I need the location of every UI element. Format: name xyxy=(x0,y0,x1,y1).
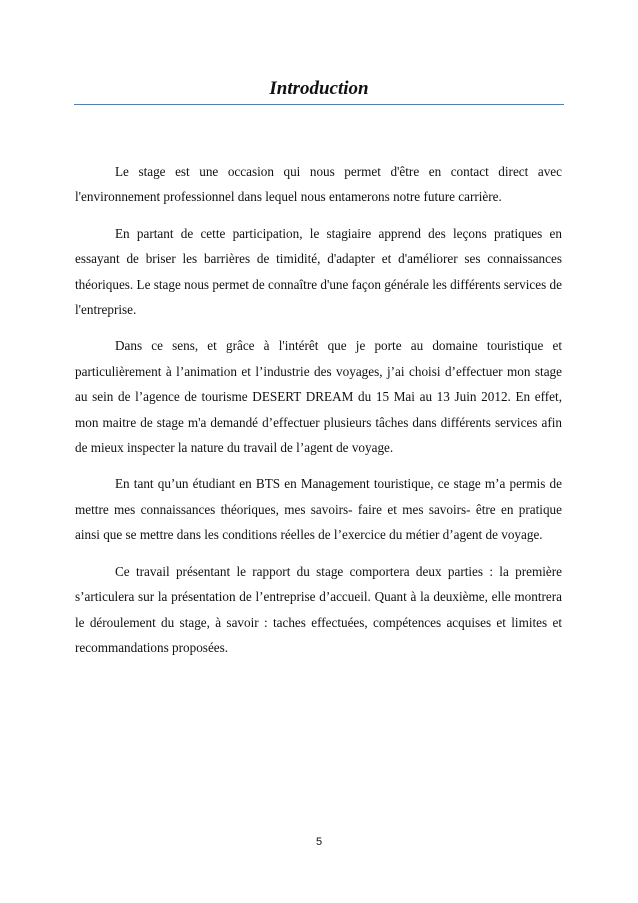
body-text xyxy=(75,159,562,671)
paragraph-4: En tant qu’un étudiant en BTS en Management touristique, ce stage m’a permis de mettre mes connaissances théoriques, mes savoirs- faire et mes savoirs- être en pratique ainsi que se mettre dans les conditions réelles de l’exercice du métier d’agent de voyage. xyxy=(75,476,562,543)
paragraph-1: Le stage est une occasion qui nous permet d'être en contact direct avec l'environnement professionnel dans lequel nous entamerons notre future carrière. xyxy=(75,164,562,205)
page-number: 5 xyxy=(315,836,323,848)
paragraph-2: En partant de cette participation, le stagiaire apprend des leçons pratiques en essayant de briser les barrières de timidité, d'adapter et d'améliorer ses connaissances théoriques. Le stage nous permet de connaître d'une façon générale les différents services de l'entreprise. xyxy=(75,225,562,318)
page-title: Introduction xyxy=(269,78,369,99)
title-underline xyxy=(74,104,564,105)
paragraph-3: Dans ce sens, et grâce à l'intérêt que je porte au domaine touristique et particulièrement à l’animation et l’industrie des voyages, j’ai choisi d’effectuer mon stage au sein de l’agence de tourisme DESERT DREAM du 15 Mai au 13 Juin 2012. En effet, mon maitre de stage m'a demandé d’effectuer plusieurs tâches dans différents services afin de mieux inspecter la nature du travail de l’agent de voyage. xyxy=(75,338,562,456)
paragraph-5: Ce travail présentant le rapport du stage comportera deux parties : la première s’articulera sur la présentation de l’entreprise d’accueil. Quant à la deuxième, elle montrera le déroulement du stage, à savoir : taches effectuées, compétences acquises et limites et recommandations proposées. xyxy=(75,563,562,655)
